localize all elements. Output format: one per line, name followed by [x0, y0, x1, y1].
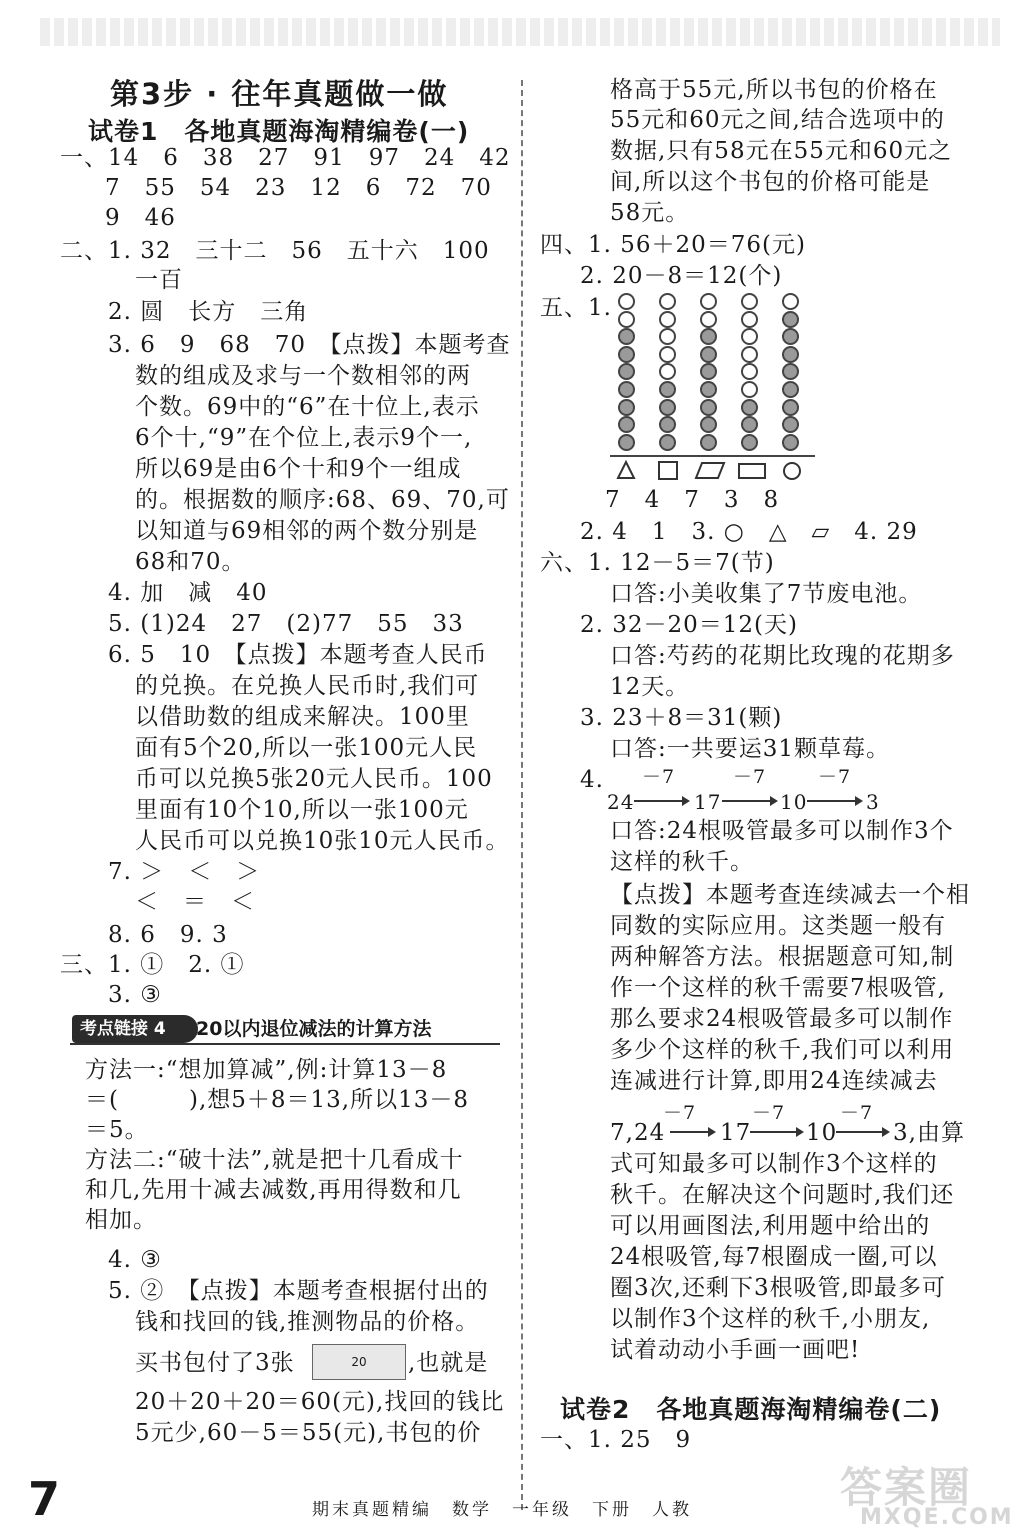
- s6-2: 2. 32－20＝12(天): [580, 612, 799, 638]
- chain2-pre: 7,24: [610, 1120, 666, 1146]
- bead-col3-row4: [700, 346, 717, 363]
- s3-5a: 5. ② 【点拨】本题考查根据付出的: [108, 1278, 489, 1304]
- s2-1a: 二、1. 32 三十二 56 五十六 100: [60, 238, 490, 264]
- chain2-step-3: －7: [840, 1102, 874, 1124]
- s2-6d: 面有5个20,所以一张100元人民: [135, 735, 478, 761]
- k1c: ＝5。: [85, 1117, 149, 1143]
- chain2-10: 10: [806, 1120, 838, 1146]
- shape-baseline: [610, 455, 815, 457]
- chain1-step-1: －7: [642, 766, 676, 788]
- s6-1: 六、1. 12－5＝7(节): [540, 550, 775, 576]
- s6-4c: 【点拨】本题考查连续减去一个相: [610, 882, 970, 908]
- circle-icon: [784, 463, 800, 479]
- s3-5b: 钱和找回的钱,推测物品的价格。: [135, 1309, 480, 1335]
- bead-col3-row3: [700, 328, 717, 345]
- s6-4m: 可以用画图法,利用题中给出的: [610, 1213, 931, 1239]
- chain1-24: 24: [607, 790, 635, 814]
- s5-2: 2. 4 1 3. ○ △ ▱ 4. 29: [580, 519, 918, 545]
- s6-4k: 式可知最多可以制作3个这样的: [610, 1151, 938, 1177]
- k2c: 相加。: [85, 1207, 157, 1233]
- bead-col3-row9: [700, 434, 717, 451]
- s6-4h: 多少个这样的秋千,我们可以利用: [610, 1037, 955, 1063]
- k1b-post: ),想5＋8＝13,所以13－8: [188, 1087, 470, 1113]
- book-footer: 期末真题精编 数学 一年级 下册 人教: [312, 1500, 692, 1520]
- bead-col1-row9: [618, 434, 635, 451]
- s6-2a: 口答:芍药的花期比玫瑰的花期多: [610, 643, 955, 669]
- bead-col2-row2: [659, 311, 676, 328]
- s3-5c-pre: 买书包付了3张: [135, 1350, 295, 1376]
- bead-col2-row6: [659, 381, 676, 398]
- chain2-step-2: －7: [752, 1102, 786, 1124]
- s6-4d: 同数的实际应用。这类题一般有: [610, 913, 946, 939]
- s6-4p: 以制作3个这样的秋千,小朋友,: [610, 1306, 931, 1332]
- bead-col2-row4: [659, 346, 676, 363]
- bead-col3-row7: [700, 399, 717, 416]
- bead-col5-row9: [782, 434, 799, 451]
- s6-4o: 圈3次,还剩下3根吸管,即最多可: [610, 1275, 946, 1301]
- bead-col3-row8: [700, 416, 717, 433]
- s6-4e: 两种解答方法。根据题意可知,制: [610, 944, 955, 970]
- p2-1: 一、1. 25 9: [540, 1427, 692, 1453]
- s2-3d: 6个十,“9”在个位上,表示9个一,: [135, 425, 473, 451]
- bead-col3-row2: [700, 311, 717, 328]
- s3-1-2: 三、1. ① 2. ①: [60, 952, 245, 978]
- s6-4i: 连减进行计算,即用24连续减去: [610, 1068, 938, 1094]
- s6-4q: 试着动动小手画一画吧!: [610, 1337, 861, 1363]
- s2-8-9: 8. 6 9. 3: [108, 922, 228, 948]
- bead-col2-row8: [659, 416, 676, 433]
- bead-col4-row4: [741, 346, 758, 363]
- bead-col5-row3: [782, 328, 799, 345]
- s2-3c: 个数。69中的“6”在十位上,表示: [135, 394, 480, 420]
- watermark-url: MXQE.COM: [860, 1505, 1014, 1530]
- chain1-arrow-1: [634, 800, 688, 802]
- s4-2: 2. 20－8＝12(个): [580, 263, 783, 289]
- s2-6f: 里面有10个10,所以一张100元: [135, 797, 469, 823]
- s2-3b: 数的组成及求与一个数相邻的两: [135, 363, 471, 389]
- bead-col2-row7: [659, 399, 676, 416]
- bead-col1-row1: [618, 293, 635, 310]
- s5-1: 五、1.: [540, 295, 612, 321]
- s2-7b: ＜ ＝ ＜: [135, 889, 255, 915]
- s1-line3: 9 46: [105, 205, 176, 231]
- s2-6b: 的兑换。在兑换人民币时,我们可: [135, 673, 480, 699]
- s2-3f: 的。根据数的顺序:68、69、70,可: [135, 487, 510, 513]
- s2-6a: 6. 5 10 【点拨】本题考查人民币: [108, 642, 488, 668]
- s6-3a: 口答:一共要运31颗草莓。: [610, 736, 891, 762]
- bead-col5-row5: [782, 363, 799, 380]
- s6-4f: 作一个这样的秋千需要7根吸管,: [610, 975, 946, 1001]
- s2-5: 5. (1)24 27 (2)77 55 33: [108, 611, 464, 637]
- s4-1: 四、1. 56＋20＝76(元): [540, 232, 807, 258]
- chain1-step-3: －7: [818, 766, 852, 788]
- bead-col3-row6: [700, 381, 717, 398]
- paper2-title: 试卷2 各地真题海淘精编卷(二): [560, 1395, 942, 1424]
- bead-col4-row6: [741, 381, 758, 398]
- s5-counts: 7 4 7 3 8: [605, 487, 780, 513]
- chain2-arrow-3: [836, 1131, 888, 1133]
- banknote-image: [312, 1344, 406, 1380]
- s6-4l: 秋千。在解决这个问题时,我们还: [610, 1182, 955, 1208]
- s2-6e: 币可以兑换5张20元人民币。100: [135, 766, 493, 792]
- chain1-10: 10: [780, 790, 808, 814]
- bead-col4-row7: [741, 399, 758, 416]
- bead-col1-row7: [618, 399, 635, 416]
- chain2-post: 3,由算: [893, 1120, 965, 1146]
- s3-5e: 5元少,60－5＝55(元),书包的价: [135, 1420, 482, 1446]
- bead-col4-row2: [741, 311, 758, 328]
- s1-line1: 一、14 6 38 27 91 97 24 42: [60, 145, 511, 171]
- bead-col1-row2: [618, 311, 635, 328]
- bead-col5-row8: [782, 416, 799, 433]
- bead-col1-row6: [618, 381, 635, 398]
- bead-col4-row5: [741, 363, 758, 380]
- rectangle-icon: [739, 464, 765, 478]
- s2-1b: 一百: [135, 267, 183, 293]
- watermark-logo: 答案圈: [840, 1463, 973, 1512]
- s2-3g: 以知道与69相邻的两个数分别是: [135, 518, 479, 544]
- s6-4n: 24根吸管,每7根圈成一圈,可以: [610, 1244, 938, 1270]
- shape-icons-row: [610, 458, 820, 484]
- chain2-arrow-1: [670, 1131, 714, 1133]
- parallelogram-icon: [696, 463, 724, 478]
- r4: 间,所以这个书包的价格可能是: [610, 169, 931, 195]
- bead-col4-row3: [741, 328, 758, 345]
- s2-6c: 以借助数的组成来解决。100里: [135, 704, 470, 730]
- s2-3h: 68和70。: [135, 549, 246, 575]
- r5: 58元。: [610, 200, 690, 226]
- chain1-3: 3: [866, 790, 880, 814]
- page-edge-texture: [40, 18, 1000, 46]
- bead-col3-row5: [700, 363, 717, 380]
- bead-col2-row9: [659, 434, 676, 451]
- bead-col2-row3: [659, 328, 676, 345]
- chain2-step-1: －7: [663, 1102, 697, 1124]
- k2b: 和几,先用十减去减数,再用得数和几: [85, 1177, 462, 1203]
- banknote-value: 20: [351, 1355, 367, 1369]
- k1a: 方法一:“想加算减”,例:计算13－8: [85, 1057, 448, 1083]
- knowledge-link-title: 20以内退位减法的计算方法: [196, 1018, 432, 1040]
- s6-4: 4.: [580, 767, 604, 793]
- r3: 数据,只有58元在55元和60元之: [610, 138, 953, 164]
- s6-1a: 口答:小美收集了7节废电池。: [610, 581, 923, 607]
- s2-3a: 3. 6 9 68 70 【点拨】本题考查: [108, 332, 511, 358]
- s6-2b: 12天。: [610, 674, 690, 700]
- knowledge-link-tag: 考点链接 4: [72, 1015, 198, 1043]
- s2-3e: 所以69是由6个十和9个一组成: [135, 456, 462, 482]
- r2: 55元和60元之间,结合选项中的: [610, 107, 945, 133]
- triangle-icon: [618, 462, 634, 478]
- chain1-arrow-2: [722, 800, 776, 802]
- column-divider: [521, 80, 523, 1510]
- paper1-title: 试卷1 各地真题海淘精编卷(一): [88, 117, 470, 146]
- bead-col1-row3: [618, 328, 635, 345]
- s6-4g: 那么要求24根吸管最多可以制作: [610, 1006, 954, 1032]
- chain2-arrow-2: [750, 1131, 802, 1133]
- chain1-step-2: －7: [733, 766, 767, 788]
- k1b-pre: ＝(: [85, 1087, 119, 1113]
- bead-col2-row1: [659, 293, 676, 310]
- s2-7a: 7. ＞ ＜ ＞: [108, 859, 261, 885]
- step-title: 第3步 · 往年真题做一做: [110, 77, 449, 111]
- s6-4a: 口答:24根吸管最多可以制作3个: [610, 818, 954, 844]
- bead-col1-row8: [618, 416, 635, 433]
- bead-col3-row1: [700, 293, 717, 310]
- bead-col1-row5: [618, 363, 635, 380]
- s3-4: 4. ③: [108, 1247, 162, 1273]
- bead-col5-row7: [782, 399, 799, 416]
- bead-col4-row8: [741, 416, 758, 433]
- bead-col4-row1: [741, 293, 758, 310]
- bead-col5-row6: [782, 381, 799, 398]
- square-icon: [659, 462, 677, 479]
- bead-col2-row5: [659, 363, 676, 380]
- s6-3: 3. 23＋8＝31(颗): [580, 705, 783, 731]
- s1-line2: 7 55 54 23 12 6 72 70: [105, 175, 492, 201]
- s3-5d: 20＋20＋20＝60(元),找回的钱比: [135, 1389, 505, 1415]
- k1b: [85, 1085, 469, 1115]
- s6-4b: 这样的秋千。: [610, 849, 754, 875]
- bead-col5-row1: [782, 293, 799, 310]
- bead-col5-row2: [782, 311, 799, 328]
- s3-3: 3. ③: [108, 982, 162, 1008]
- r1: 格高于55元,所以书包的价格在: [610, 77, 938, 103]
- s2-2: 2. 圆 长方 三角: [108, 299, 309, 325]
- chain2-17: 17: [720, 1120, 752, 1146]
- page-number: 7: [28, 1472, 61, 1526]
- chain1-arrow-3: [807, 800, 861, 802]
- bead-col1-row4: [618, 346, 635, 363]
- s3-5c-post: ,也就是: [408, 1350, 489, 1376]
- s2-6g: 人民币可以兑换10张10元人民币。: [135, 828, 510, 854]
- s2-4: 4. 加 减 40: [108, 580, 268, 606]
- bead-col4-row9: [741, 434, 758, 451]
- k2a: 方法二:“破十法”,就是把十几看成十: [85, 1147, 464, 1173]
- chain1-17: 17: [694, 790, 722, 814]
- bead-col5-row4: [782, 346, 799, 363]
